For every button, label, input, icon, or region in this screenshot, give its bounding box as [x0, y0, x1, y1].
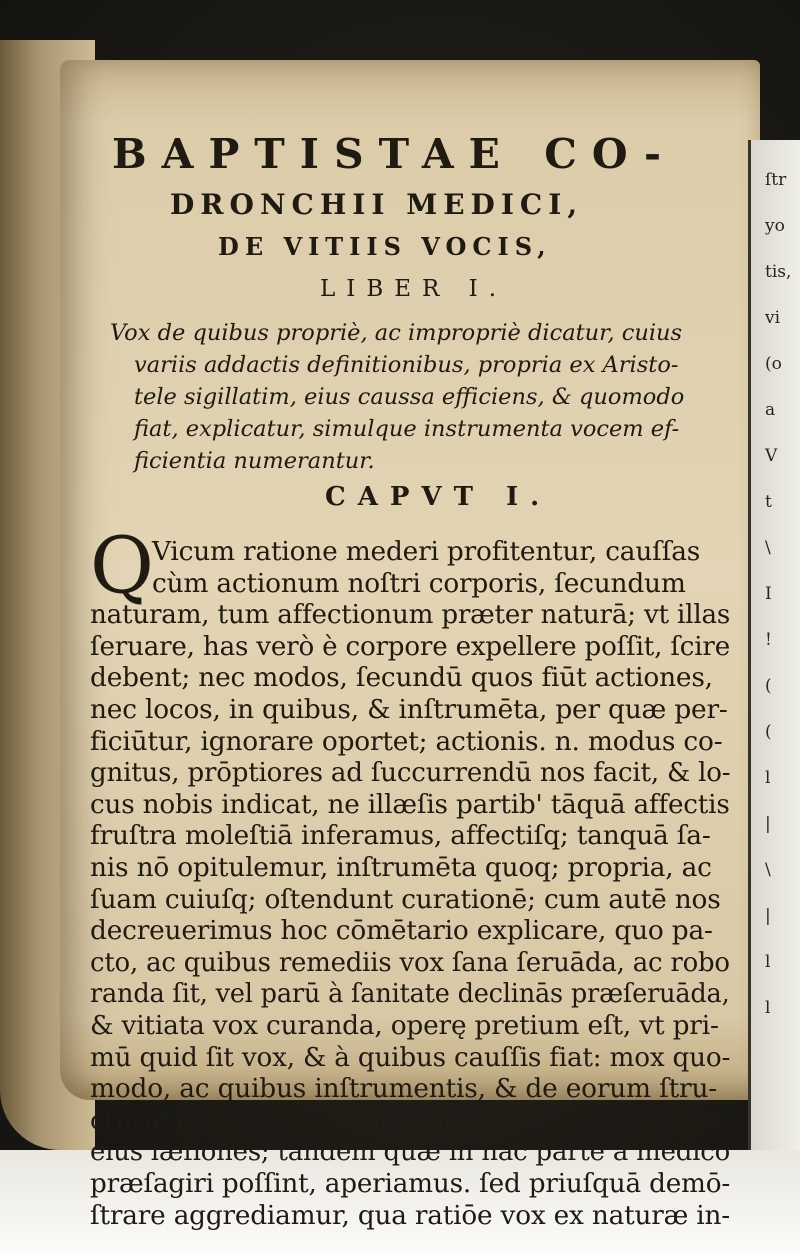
facing-fragment: V [765, 446, 778, 466]
body-line: ſeruare, has verò è corpore expellere poſſit, ſcire [90, 630, 731, 662]
facing-fragment: \ [765, 860, 771, 880]
body-line: ctura; deinde quot ſint vocis differentiæ, & quot [90, 1104, 725, 1136]
facing-page-edge [748, 140, 800, 1150]
body-line: gnitus, prōptiores ad ſuccurrendū nos facit, & lo- [90, 757, 731, 789]
facing-fragment: ( [765, 676, 772, 696]
book-number: LIBER I. [320, 276, 508, 302]
facing-fragment: | [765, 814, 771, 834]
summary-line: Vox de quibus propriè, ac impropriè dicatur, cuius [110, 320, 683, 346]
facing-fragment: a [765, 400, 776, 420]
summary-line: ficientia numerantur. [134, 448, 375, 474]
summary-line: variis addactis definitionibus, propria ex Aristo- [134, 352, 679, 378]
facing-fragment: yo [765, 216, 785, 236]
body-line: ficiūtur, ignorare oportet; actionis. n. modus co- [90, 725, 723, 757]
facing-fragment: l [765, 768, 771, 788]
body-line: fruſtra moleſtiā inferamus, affectiſq; tanquā ſa- [90, 820, 711, 852]
body-line: nis nō opitulemur, inſtrumēta quoq; propria, ac [90, 852, 712, 883]
facing-fragment: vi [765, 308, 781, 328]
facing-fragment: ( [765, 722, 772, 742]
body-line: modo, ac quibus inſtrumentis, & de eorum ſtru- [90, 1073, 717, 1105]
body-line: decreuerimus hoc cōmētario explicare, quo pa- [90, 915, 713, 947]
body-line: randa ſit, vel parū à ſanitate declinās præſeruāda, [90, 978, 730, 1010]
body-line: cùm actionum noſtri corporis, ſecundum [152, 567, 686, 599]
drop-cap: Q [90, 521, 154, 611]
body-line: mū quid ſit vox, & à quibus cauſſis fiat: mox quo- [90, 1041, 731, 1073]
facing-fragment: t [765, 492, 772, 512]
body-line: præſagiri poſſint, aperiamus. ſed priuſquā demō- [90, 1168, 731, 1199]
facing-fragment: I [765, 584, 772, 604]
facing-fragment: | [765, 906, 771, 926]
facing-fragment: l [765, 998, 771, 1018]
chapter-heading: CAPVT I. [325, 482, 552, 512]
body-line: naturam, tum affectionum præter naturā; vt illas [90, 599, 731, 631]
body-line: ſtrare aggrediamur, qua ratiōe vox ex naturæ in- [90, 1199, 730, 1231]
facing-fragment: (o [765, 354, 782, 374]
title-line-3: DE VITIIS VOCIS, [218, 232, 552, 261]
facing-fragment: ! [765, 630, 772, 650]
title-line-2: DRONCHII MEDICI, [170, 188, 584, 221]
body-line: eius læſiones; tandem quæ in hac parte à medico [90, 1136, 730, 1168]
body-line: & vitiata vox curanda, operę pretium eſt, vt pri- [90, 1010, 719, 1041]
body-line: debent; nec modos, ſecundū quos fiūt actiones, [90, 662, 713, 694]
body-line: cus nobis indicat, ne illæſis partib' tāquā affectis [90, 788, 730, 820]
facing-fragment: tis, [765, 262, 792, 282]
body-line: ſuam cuiuſq; oſtendunt curationē; cum autē nos [90, 883, 721, 915]
facing-fragment: \ [765, 538, 771, 558]
title-line-1: BAPTISTAE CO- [112, 130, 677, 178]
body-line: cto, ac quibus remediis vox ſana ſeruāda, ac robo [90, 946, 730, 978]
facing-fragment: ſtr [765, 170, 787, 190]
summary-line: tele sigillatim, eius caussa efficiens, & quomodo [134, 384, 685, 410]
summary-line: fiat, explicatur, simulque instrumenta vocem ef- [134, 416, 680, 442]
facing-fragment: l [765, 952, 771, 972]
body-line: Vicum ratione mederi profitentur, cauſſas [152, 536, 701, 567]
body-line: nec locos, in quibus, & inſtrumēta, per quæ per- [90, 694, 728, 725]
